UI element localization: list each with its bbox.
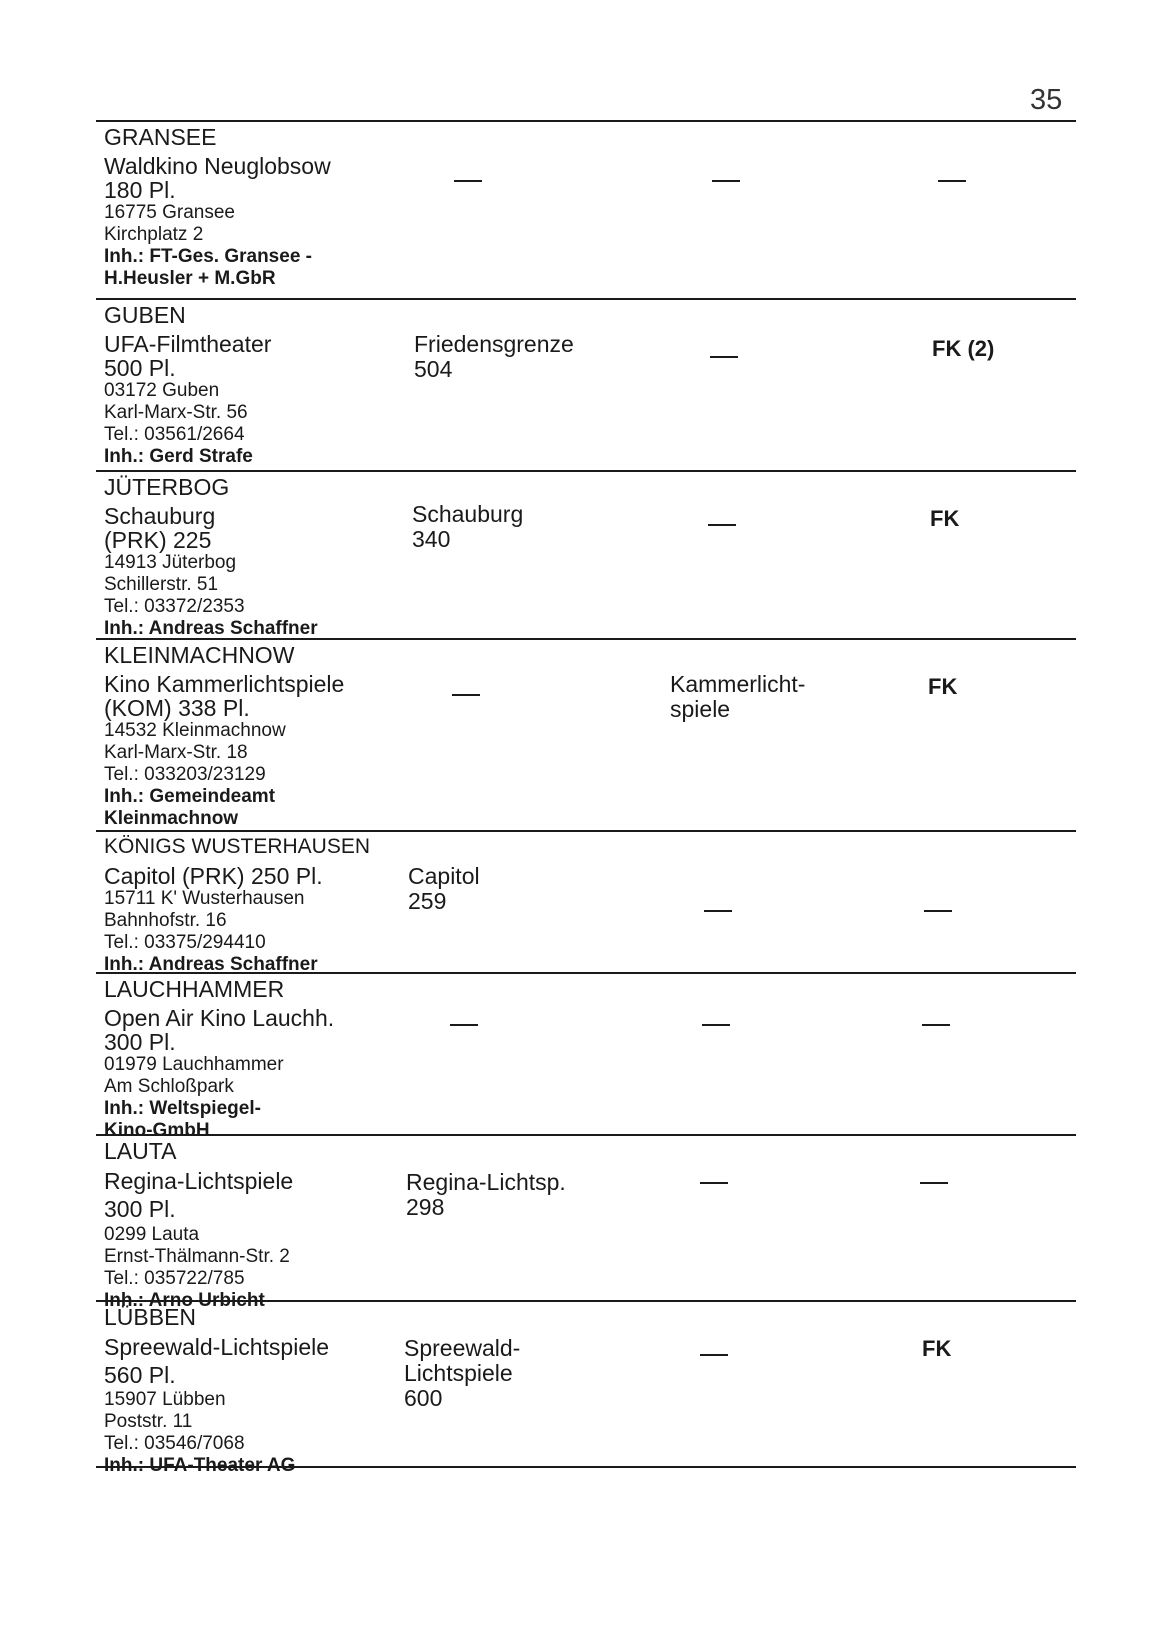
screen-name [404, 1336, 520, 1411]
fk-marker: FK [928, 674, 958, 699]
empty-dash [920, 1182, 948, 1184]
owner-line: Inh.: FT-Ges. Gransee - [104, 246, 312, 267]
address-line: Karl-Marx-Str. 18 [104, 742, 248, 763]
address-line: Tel.: 033203/23129 [104, 764, 266, 785]
cinema-name: Spreewald-Lichtspiele [104, 1334, 330, 1360]
cinema-info [104, 672, 404, 830]
seat-count: 560 Pl. [104, 1362, 176, 1388]
screen-name [408, 864, 480, 914]
address-line: 0299 Lauta [104, 1224, 200, 1245]
address-line: Tel.: 035722/785 [104, 1268, 245, 1289]
cinema-info [104, 864, 404, 976]
cinema-name: Capitol (PRK) 250 Pl. [104, 863, 323, 889]
empty-dash [452, 694, 480, 696]
screen-name [406, 1170, 566, 1220]
address-line: Karl-Marx-Str. 56 [104, 402, 248, 423]
address-line: Ernst-Thälmann-Str. 2 [104, 1246, 290, 1267]
cinema-name: Schauburg [104, 503, 216, 529]
empty-dash [922, 1024, 950, 1026]
address-line: 14532 Kleinmachnow [104, 720, 286, 741]
empty-dash [924, 910, 952, 912]
directory-entry [96, 1300, 1076, 1476]
owner-line: Inh.: Andreas Schaffner [104, 618, 318, 639]
seat-count: (PRK) 225 [104, 527, 212, 553]
seat-count: (KOM) 338 Pl. [104, 695, 250, 721]
cinema-info [104, 332, 404, 468]
cinema-name: Waldkino Neuglobsow [104, 153, 331, 179]
owner-line: Inh.: Arno Urbicht [104, 1290, 265, 1311]
directory-entry [96, 298, 1076, 470]
owner-line: Inh.: Andreas Schaffner [104, 954, 318, 975]
address-line: Kirchplatz 2 [104, 224, 204, 245]
screen-label: Schauburg [412, 501, 524, 527]
address-line: Poststr. 11 [104, 1411, 193, 1432]
empty-dash [700, 1354, 728, 1356]
seat-count: 300 Pl. [104, 1029, 176, 1055]
empty-dash [450, 1024, 478, 1026]
screen-seats: 600 [404, 1385, 443, 1411]
cinema-directory [96, 120, 1076, 1476]
address-line: Am Schloßpark [104, 1076, 234, 1097]
directory-entry [96, 972, 1076, 1141]
directory-entry [96, 470, 1076, 638]
screen-seats: 259 [408, 888, 447, 914]
town-name: GUBEN [104, 302, 186, 328]
owner-line: Kleinmachnow [104, 808, 239, 829]
screen-label: spiele [670, 696, 731, 722]
empty-dash [712, 180, 740, 182]
empty-dash [708, 524, 736, 526]
owner-line: Inh.: Gemeindeamt [104, 786, 276, 807]
screen-name [412, 502, 523, 552]
town-name: GRANSEE [104, 124, 217, 150]
empty-dash [938, 180, 966, 182]
cinema-name: UFA-Filmtheater [104, 331, 272, 357]
screen-label: Capitol [408, 863, 480, 889]
cinema-info [104, 1168, 404, 1312]
town-name: KLEINMACHNOW [104, 642, 295, 668]
screen-name [670, 672, 805, 722]
empty-dash [704, 910, 732, 912]
screen-label: Spreewald- [404, 1335, 521, 1361]
screen-seats: 298 [406, 1194, 445, 1220]
directory-entry [96, 830, 1076, 975]
town-name: LÜBBEN [104, 1304, 197, 1330]
screen-name [414, 332, 574, 382]
seat-count: 500 Pl. [104, 355, 176, 381]
address-line: Tel.: 03546/7068 [104, 1433, 245, 1454]
seat-count: 180 Pl. [104, 177, 176, 203]
screen-seats: 504 [414, 356, 453, 382]
cinema-name: Open Air Kino Lauchh. [104, 1005, 335, 1031]
address-line: Tel.: 03372/2353 [104, 596, 245, 617]
town-name: KÖNIGS WUSTERHAUSEN [104, 835, 371, 858]
address-line: Schillerstr. 51 [104, 574, 219, 595]
fk-marker: FK (2) [932, 336, 995, 361]
address-line: 01979 Lauchhammer [104, 1054, 284, 1075]
owner-line: Inh.: UFA-Theater AG [104, 1455, 296, 1476]
cinema-info [104, 504, 404, 640]
empty-dash [700, 1182, 728, 1184]
address-line: 15907 Lübben [104, 1389, 226, 1410]
owner-line: Inh.: Gerd Strafe [104, 446, 253, 467]
screen-label: Kammerlicht- [670, 671, 806, 697]
fk-marker: FK [922, 1336, 952, 1361]
directory-entry [96, 120, 1076, 298]
screen-label: Regina-Lichtsp. [406, 1169, 566, 1195]
address-line: 03172 Guben [104, 380, 220, 401]
address-line: Bahnhofstr. 16 [104, 910, 227, 931]
screen-label: Friedensgrenze [414, 331, 574, 357]
town-name: LAUCHHAMMER [104, 976, 285, 1002]
address-line: Tel.: 03561/2664 [104, 424, 245, 445]
directory-entry [96, 638, 1076, 830]
address-line: 15711 K' Wusterhausen [104, 888, 305, 909]
empty-dash [702, 1024, 730, 1026]
owner-line: H.Heusler + M.GbR [104, 268, 276, 289]
fk-marker: FK [930, 506, 960, 531]
directory-entry [96, 1134, 1076, 1311]
screen-label: Lichtspiele [404, 1360, 513, 1386]
screen-seats: 340 [412, 526, 451, 552]
empty-dash [710, 356, 738, 358]
cinema-info [104, 1006, 404, 1142]
address-line: 16775 Gransee [104, 202, 235, 223]
cinema-info [104, 154, 404, 290]
cinema-name: Regina-Lichtspiele [104, 1168, 294, 1194]
address-line: 14913 Jüterbog [104, 552, 237, 573]
town-name: LAUTA [104, 1138, 177, 1164]
cinema-name: Kino Kammerlichtspiele [104, 671, 345, 697]
empty-dash [454, 180, 482, 182]
owner-line: Inh.: Weltspiegel- [104, 1098, 261, 1119]
page-number: 35 [1030, 84, 1063, 116]
seat-count: 300 Pl. [104, 1196, 176, 1222]
town-name: JÜTERBOG [104, 474, 230, 500]
address-line: Tel.: 03375/294410 [104, 932, 266, 953]
cinema-info [104, 1334, 404, 1477]
owner-line: Kino-GmbH [104, 1120, 210, 1141]
